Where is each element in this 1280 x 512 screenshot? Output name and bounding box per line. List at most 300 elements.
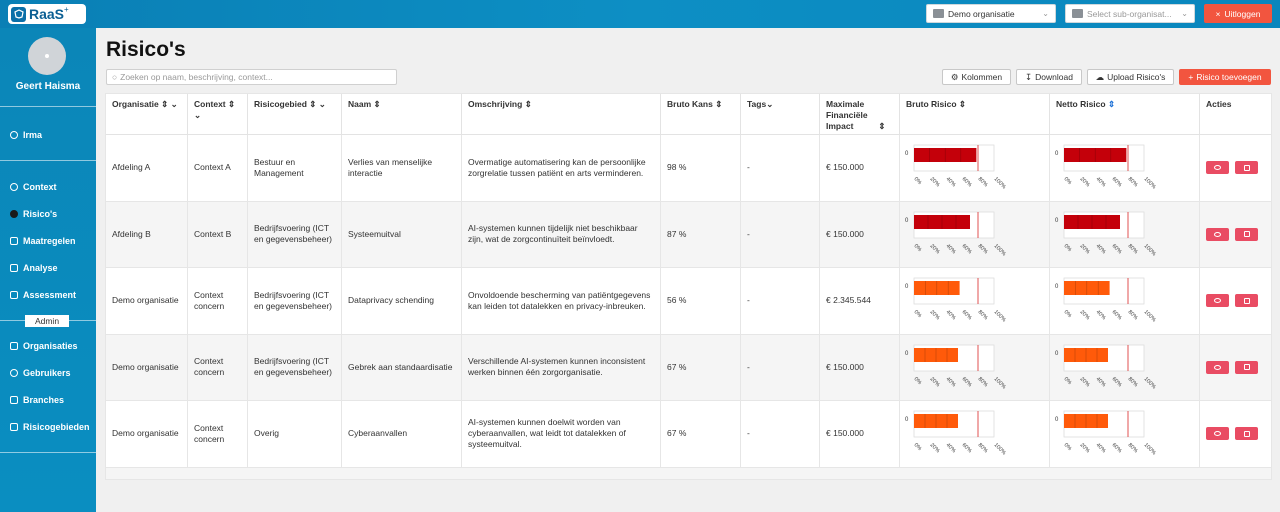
axis-tick-label: 80% (1126, 242, 1139, 255)
edit-button[interactable] (1235, 427, 1258, 440)
axis-tick-label: 0% (1062, 442, 1073, 453)
axis-tick-label: 40% (1094, 176, 1107, 189)
bruto-risico-chart (900, 272, 1030, 332)
axis-tick-label: 40% (1094, 375, 1107, 388)
top-bar (0, 0, 1280, 28)
axis-tick-label: 40% (944, 242, 957, 255)
cell-text: AI-systemen kunnen doelwit worden van cyberaanvallen, wat leidt tot datalekken of systeemuitval. (468, 417, 626, 450)
header-max-impact[interactable] (820, 94, 900, 135)
add-risk-button[interactable] (1179, 69, 1271, 85)
axis-tick-label: 80% (976, 176, 989, 189)
building-icon (1072, 9, 1083, 18)
axis-tick-label: 100% (992, 442, 1007, 457)
cell-text: € 2.345.544 (826, 295, 871, 306)
view-button[interactable] (1206, 228, 1229, 241)
risk-table (105, 93, 1272, 480)
user-icon (45, 54, 49, 58)
sidebar-item-risicos[interactable] (10, 209, 57, 219)
cell-naam (342, 202, 462, 268)
cell-text: Verlies van menselijke interactie (348, 156, 433, 178)
sidebar-item-label: Analyse (23, 263, 58, 273)
axis-tick-label: 20% (1078, 242, 1091, 255)
download-icon: ↧ (1025, 71, 1033, 82)
sidebar-item-organisaties[interactable] (10, 341, 78, 351)
cell-risicogebied (248, 202, 342, 268)
logout-label: Uitloggen (1224, 8, 1261, 19)
axis-tick-label: 40% (1094, 242, 1107, 255)
sidebar-item-branches[interactable] (10, 395, 64, 405)
sidebar-item-label: Organisaties (23, 341, 78, 351)
sidebar-item-label: Branches (23, 395, 65, 405)
sidebar-item-label: Assessment (23, 290, 77, 300)
cell-text: 67 % (667, 361, 687, 372)
cell-text: 67 % (667, 428, 687, 439)
cell-text: Context A (194, 162, 231, 173)
grid-icon (10, 423, 18, 431)
gear-icon: ⚙ (950, 71, 959, 82)
cell-text: Demo organisatie (112, 361, 179, 372)
table-row[interactable] (106, 135, 1272, 202)
user-name: Geert Haisma (15, 81, 81, 92)
filter-icon: ⌄ (194, 110, 202, 120)
netto-risico-chart (1050, 339, 1180, 399)
header-tags[interactable] (741, 94, 820, 135)
cell-naam (342, 268, 462, 334)
eye-icon (1214, 431, 1221, 436)
cell-acties (1200, 268, 1272, 334)
cell-organisatie (106, 135, 188, 201)
cell-context (188, 268, 248, 334)
cell-impact (820, 135, 900, 201)
axis-tick-label: 100% (1142, 242, 1157, 257)
axis-tick-label: 20% (928, 442, 941, 455)
divider (0, 160, 96, 161)
cell-bruto-risico (900, 135, 1050, 201)
axis-tick-label: 80% (1126, 442, 1139, 455)
axis-tick-label: 100% (992, 176, 1007, 191)
sidebar-item-irma[interactable] (10, 130, 42, 140)
dot-icon (10, 210, 18, 218)
axis-tick-label: 60% (1110, 442, 1123, 455)
sidebar-item-label: Risico's (23, 209, 58, 219)
cell-impact (820, 268, 900, 334)
cell-text: Bedrijfsvoering (ICT en gegevensbeheer) (254, 356, 332, 378)
cell-text: Dataprivacy schending (348, 295, 434, 306)
sub-organisation-placeholder: Select sub-organisat... (1087, 8, 1172, 19)
eye-icon (1214, 298, 1221, 303)
table-row[interactable] (106, 202, 1272, 269)
edit-button[interactable] (1235, 228, 1258, 241)
header-label: Tags (747, 99, 767, 109)
search-icon: ○ (112, 72, 118, 82)
cell-acties (1200, 401, 1272, 467)
cell-organisatie (106, 268, 188, 334)
cell-text: Demo organisatie (112, 295, 179, 306)
cell-text: - (747, 361, 750, 372)
cell-netto-risico (1050, 135, 1200, 201)
cell-tags (741, 135, 820, 201)
netto-risico-chart (1050, 206, 1180, 266)
doc-icon (10, 291, 18, 299)
axis-tick-label: 0% (912, 242, 923, 253)
eye-icon (1214, 165, 1221, 170)
netto-risico-chart (1050, 272, 1180, 332)
columns-button[interactable] (942, 69, 1011, 85)
cell-text: Systeemuitval (348, 228, 401, 239)
cell-context (188, 401, 248, 467)
cell-impact (820, 202, 900, 268)
axis-tick-label: 20% (1078, 375, 1091, 388)
axis-tick-label: 0% (1062, 309, 1073, 320)
cell-bruto_kans (661, 268, 741, 334)
cell-text: Context B (194, 228, 232, 239)
cell-naam (342, 135, 462, 201)
edit-icon (1244, 431, 1250, 437)
table-row[interactable] (106, 268, 1272, 335)
info-icon (10, 183, 18, 191)
axis-tick-label: 100% (1142, 176, 1157, 191)
header-label: Bruto Kans (667, 99, 713, 109)
cell-text: AI-systemen kunnen tijdelijk niet beschikbaar zijn, wat de zorgcontinuïteit beïnvloedt. (468, 223, 638, 245)
sub-organisation-select[interactable] (1065, 4, 1195, 23)
sort-icon: ⇕ (524, 99, 532, 109)
columns-label: Kolommen (961, 72, 1003, 82)
cell-tags (741, 202, 820, 268)
cell-text: Afdeling B (112, 228, 151, 239)
axis-tick-label: 80% (1126, 309, 1139, 322)
header-context[interactable] (188, 94, 248, 135)
axis-tick-label: 60% (1110, 375, 1123, 388)
cell-context (188, 135, 248, 201)
header-omschrijving[interactable] (462, 94, 661, 135)
view-button[interactable] (1206, 294, 1229, 307)
sort-icon: ⇕ (878, 121, 886, 131)
bruto-risico-chart (900, 405, 1030, 465)
cell-text: Verschillende AI-systemen kunnen inconsistent werken binnen één zorgorganisatie. (468, 356, 646, 378)
cell-text: Overmatige automatisering kan de persoonlijke zorgrelatie tussen patiënt en arts verminderen. (468, 156, 646, 178)
cell-impact (820, 401, 900, 467)
eye-icon (1214, 232, 1221, 237)
axis-tick-label: 60% (960, 442, 973, 455)
add-risk-label: Risico toevoegen (1196, 72, 1262, 82)
cell-text: - (747, 162, 750, 173)
admin-badge: Admin (25, 315, 69, 327)
edit-icon (1244, 231, 1250, 237)
axis-tick-label: 20% (1078, 176, 1091, 189)
sidebar-item-label: Gebruikers (23, 368, 71, 378)
axis-tick-label: 0% (912, 442, 923, 453)
header-organisatie[interactable] (106, 94, 188, 135)
axis-tick-label: 0% (1062, 176, 1073, 187)
cell-organisatie (106, 401, 188, 467)
header-label: Organisatie (112, 99, 159, 109)
sidebar-item-gebruikers[interactable] (10, 368, 71, 378)
view-button[interactable] (1206, 161, 1229, 174)
edit-icon (1244, 364, 1250, 370)
header-bruto-kans[interactable] (661, 94, 741, 135)
cell-text: Cyberaanvallen (348, 428, 408, 439)
axis-tick-label: 40% (944, 176, 957, 189)
axis-tick-label: 100% (1142, 309, 1157, 324)
axis-tick-label: 0% (912, 375, 923, 386)
sidebar-item-label: Irma (23, 130, 43, 140)
axis-tick-label: 40% (944, 309, 957, 322)
header-label: Acties (1206, 99, 1232, 109)
axis-tick-label: 60% (960, 242, 973, 255)
edit-button[interactable] (1235, 294, 1258, 307)
building-icon (10, 342, 18, 350)
view-button[interactable] (1206, 361, 1229, 374)
cell-text: Context concern (194, 356, 225, 378)
cell-text: € 150.000 (826, 428, 864, 439)
axis-tick-label: 80% (976, 442, 989, 455)
page-title: Risico's (106, 38, 186, 61)
cell-text: € 150.000 (826, 162, 864, 173)
axis-tick-label: 80% (976, 375, 989, 388)
cell-risicogebied (248, 135, 342, 201)
download-button[interactable] (1016, 69, 1082, 85)
zero-label: 0 (1055, 151, 1059, 157)
sidebar-item-label: Risicogebieden (23, 422, 90, 432)
cell-risicogebied (248, 401, 342, 467)
logo-text: RaaS (29, 6, 65, 22)
cell-text: € 150.000 (826, 228, 864, 239)
cell-bruto_kans (661, 335, 741, 401)
axis-tick-label: 80% (1126, 375, 1139, 388)
cell-tags (741, 401, 820, 467)
table-row-partial (106, 468, 1272, 481)
cell-text: € 150.000 (826, 361, 864, 372)
sidebar-item-context[interactable] (10, 182, 57, 192)
cell-omschrijving (462, 135, 661, 201)
axis-tick-label: 100% (1142, 375, 1157, 390)
cell-text: Overig (254, 428, 280, 439)
axis-tick-label: 100% (992, 309, 1007, 324)
close-icon: × (1215, 8, 1221, 19)
axis-tick-label: 100% (992, 242, 1007, 257)
cell-omschrijving (462, 401, 661, 467)
table-row[interactable] (106, 335, 1272, 402)
header-naam[interactable] (342, 94, 462, 135)
header-label: Risicogebied (254, 99, 307, 109)
cell-text: - (747, 295, 750, 306)
cell-text: - (747, 428, 750, 439)
cell-acties (1200, 335, 1272, 401)
sort-icon: ⇕ (1107, 99, 1116, 109)
raas-logo[interactable] (8, 4, 86, 24)
cell-text: 56 % (667, 295, 687, 306)
cell-bruto_kans (661, 135, 741, 201)
eye-icon (1214, 365, 1221, 370)
bruto-risico-chart (900, 339, 1030, 399)
axis-tick-label: 60% (960, 375, 973, 388)
cell-netto-risico (1050, 202, 1200, 268)
axis-tick-label: 0% (912, 309, 923, 320)
bruto-risico-chart (900, 206, 1030, 266)
cell-impact (820, 335, 900, 401)
axis-tick-label: 40% (1094, 309, 1107, 322)
sort-icon: ⇕ ⌄ (161, 99, 178, 109)
sort-icon: ⇕ (228, 99, 236, 109)
sidebar-item-label: Context (23, 182, 57, 192)
cell-organisatie (106, 202, 188, 268)
sidebar-item-risicogebieden[interactable] (10, 422, 90, 432)
header-label: Context (194, 99, 226, 109)
axis-tick-label: 60% (1110, 242, 1123, 255)
axis-tick-label: 0% (1062, 242, 1073, 253)
logo-plus: + (64, 4, 69, 14)
filter-icon: ⌄ (766, 99, 774, 109)
cell-risicogebied (248, 335, 342, 401)
divider (0, 106, 96, 107)
axis-tick-label: 20% (1078, 442, 1091, 455)
shield-logo-icon (11, 7, 26, 22)
header-label: Omschrijving (468, 99, 523, 109)
cell-bruto-risico (900, 335, 1050, 401)
zero-label: 0 (1055, 217, 1059, 224)
search-input[interactable] (106, 69, 397, 85)
table-row[interactable] (106, 401, 1272, 468)
cell-text: Bestuur en Management (254, 156, 304, 178)
sidebar (0, 28, 96, 512)
edit-icon (1244, 298, 1250, 304)
edit-button[interactable] (1235, 161, 1258, 174)
cell-bruto-risico (900, 268, 1050, 334)
chevron-down-icon: ⌄ (1181, 9, 1188, 18)
cell-naam (342, 335, 462, 401)
zero-label: 0 (1055, 350, 1059, 357)
organisation-select[interactable] (926, 4, 1056, 23)
cell-omschrijving (462, 335, 661, 401)
cell-organisatie (106, 335, 188, 401)
zero-label: 0 (905, 284, 909, 290)
cloud-upload-icon: ☁ (1095, 71, 1105, 82)
axis-tick-label: 60% (960, 309, 973, 322)
header-netto-risico[interactable] (1050, 94, 1200, 135)
zero-label: 0 (905, 350, 909, 357)
cell-tags (741, 335, 820, 401)
cell-bruto-risico (900, 401, 1050, 467)
edit-icon (1244, 165, 1250, 171)
cell-text: 98 % (667, 162, 687, 173)
chart-icon (10, 264, 18, 272)
axis-tick-label: 100% (1142, 442, 1157, 457)
sidebar-item-label: Maatregelen (23, 236, 76, 246)
axis-tick-label: 20% (928, 242, 941, 255)
logout-button[interactable] (1204, 4, 1272, 23)
branch-icon (10, 396, 18, 404)
cell-naam (342, 401, 462, 467)
cell-context (188, 335, 248, 401)
axis-tick-label: 40% (944, 442, 957, 455)
cell-text: Onvoldoende bescherming van patiëntgegevens kan leiden tot datalekken en privacy-inbreuken. (468, 289, 651, 311)
cell-acties (1200, 135, 1272, 201)
cell-text: Bedrijfsvoering (ICT en gegevensbeheer) (254, 223, 332, 245)
axis-tick-label: 20% (928, 309, 941, 322)
avatar[interactable] (28, 37, 66, 75)
cell-text: Context concern (194, 422, 225, 444)
bruto-risico-chart (900, 139, 1030, 199)
zero-label: 0 (905, 217, 909, 224)
sort-icon: ⇕ (715, 99, 723, 109)
view-button[interactable] (1206, 427, 1229, 440)
header-bruto-risico[interactable] (900, 94, 1050, 135)
cell-netto-risico (1050, 401, 1200, 467)
zero-label: 0 (1055, 284, 1059, 290)
zero-label: 0 (1055, 417, 1059, 423)
chevron-down-icon: ⌄ (1042, 9, 1049, 18)
upload-label: Upload Risico's (1107, 72, 1166, 82)
header-label: Bruto Risico (906, 99, 957, 109)
cell-bruto_kans (661, 202, 741, 268)
axis-tick-label: 60% (1110, 176, 1123, 189)
cell-omschrijving (462, 268, 661, 334)
axis-tick-label: 0% (912, 176, 923, 187)
header-label: Maximale Financiële Impact (826, 99, 868, 131)
download-label: Download (1035, 72, 1073, 82)
search-icon (10, 131, 18, 139)
cell-text: Demo organisatie (112, 428, 179, 439)
sidebar-item-assessment[interactable] (10, 290, 76, 300)
axis-tick-label: 60% (960, 176, 973, 189)
plus-icon: + (1188, 72, 1194, 82)
cell-omschrijving (462, 202, 661, 268)
axis-tick-label: 20% (1078, 309, 1091, 322)
upload-button[interactable] (1087, 69, 1174, 85)
divider (0, 452, 96, 453)
sort-icon: ⇕ ⌄ (309, 99, 326, 109)
netto-risico-chart (1050, 405, 1180, 465)
cell-text: Gebrek aan standaardisatie (348, 361, 453, 372)
netto-risico-chart (1050, 139, 1180, 199)
axis-tick-label: 20% (928, 176, 941, 189)
axis-tick-label: 80% (1126, 176, 1139, 189)
sort-icon: ⇕ (958, 99, 967, 109)
cell-text: Afdeling A (112, 162, 151, 173)
header-acties (1200, 94, 1272, 135)
cell-text: - (747, 228, 750, 239)
header-label: Naam (348, 99, 372, 109)
axis-tick-label: 60% (1110, 309, 1123, 322)
axis-tick-label: 20% (928, 375, 941, 388)
axis-tick-label: 0% (1062, 375, 1073, 386)
axis-tick-label: 40% (1094, 442, 1107, 455)
sidebar-item-analyse[interactable] (10, 263, 58, 273)
list-icon (10, 237, 18, 245)
zero-label: 0 (905, 417, 909, 423)
edit-button[interactable] (1235, 361, 1258, 374)
cell-bruto-risico (900, 202, 1050, 268)
cell-tags (741, 268, 820, 334)
header-risicogebied[interactable] (248, 94, 342, 135)
cell-acties (1200, 202, 1272, 268)
cell-text: Bedrijfsvoering (ICT en gegevensbeheer) (254, 289, 332, 311)
cell-text: 87 % (667, 228, 687, 239)
sidebar-item-maatregelen[interactable] (10, 236, 76, 246)
cell-text: Context concern (194, 289, 225, 311)
cell-risicogebied (248, 268, 342, 334)
cell-context (188, 202, 248, 268)
search-placeholder: Zoeken op naam, beschrijving, context... (120, 72, 273, 82)
building-icon (933, 9, 944, 18)
axis-tick-label: 80% (976, 309, 989, 322)
axis-tick-label: 40% (944, 375, 957, 388)
axis-tick-label: 100% (992, 375, 1007, 390)
organisation-select-value: Demo organisatie (948, 8, 1015, 19)
user-icon (10, 369, 18, 377)
zero-label: 0 (905, 151, 909, 157)
cell-bruto_kans (661, 401, 741, 467)
